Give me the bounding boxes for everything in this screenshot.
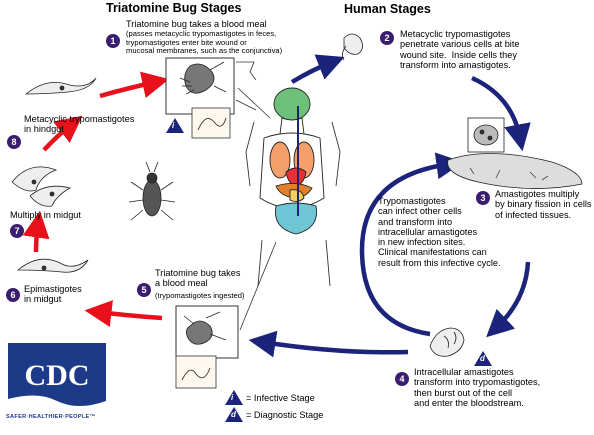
- step-8-text: Metacyclic trypomastigotes in hindgut: [24, 114, 135, 135]
- step-number-8: 8: [7, 135, 21, 149]
- step-5-detail: (trypomastigotes ingested): [155, 291, 245, 300]
- human-figure: [246, 88, 340, 286]
- step-1-detail: (passes metacyclic trypomastigotes in feces, trypomastigotes enter bite wound or mucosal membranes, such as the conjunctiva): [126, 29, 283, 55]
- cdc-logo-text: CDC: [24, 359, 90, 392]
- cdc-logo: [8, 343, 106, 415]
- trypomastigote-human-illustration: [342, 34, 362, 60]
- arrow-5-to-6: [98, 312, 162, 318]
- step-number-2: 2: [380, 31, 394, 45]
- step-number-5: 5: [137, 283, 151, 297]
- step-6-text: Epimastigotes in midgut: [24, 284, 82, 305]
- step-number-3: 3: [476, 191, 490, 205]
- midgut-multiply-illustration: [12, 167, 70, 206]
- arrow-6-to-7: [36, 224, 38, 252]
- header-bug-stages: Triatomine Bug Stages: [106, 1, 242, 15]
- arrow-1-to-8: [100, 82, 156, 96]
- legend-diagnostic-label: = Diagnostic Stage: [246, 410, 324, 420]
- diagnostic-stage-marker: d: [474, 351, 492, 366]
- epimastigote-illustration: [18, 259, 88, 272]
- header-human-stages: Human Stages: [344, 2, 431, 16]
- step-7-text: Multiply in midgut: [10, 210, 81, 220]
- step-3-text: Amastigotes multiply by binary fission in cells of infected tissues.: [495, 189, 592, 220]
- legend-infective-label: = Infective Stage: [246, 393, 315, 403]
- step-number-1: 1: [106, 34, 120, 48]
- step-number-7: 7: [10, 224, 24, 238]
- bloodstream-trypomastigote-illustration: [430, 328, 464, 356]
- infective-stage-marker: i: [166, 118, 184, 133]
- step5-parasite-box: [176, 356, 216, 388]
- arrow-1-to-2: [292, 62, 332, 82]
- legend-infective-icon: i: [225, 390, 243, 405]
- step-number-6: 6: [6, 288, 20, 302]
- amastigote-cell-illustration: [448, 118, 582, 189]
- step-1-title: Triatomine bug takes a blood meal: [126, 19, 267, 29]
- arrow-3-to-4: [496, 262, 528, 328]
- step-2-text: Metacyclic trypomastigotes penetrate various cells at bite wound site. Inside cells they transform into amastigotes.: [400, 29, 520, 70]
- step-4-text: Intracellular amastigotes transform into trypomastigotes, then burst out of the cell and enter the bloodstream.: [414, 367, 541, 408]
- triatomine-bug-illustration: [129, 162, 175, 220]
- arrow-4-to-5: [262, 342, 408, 352]
- cdc-tagline: SAFER·HEALTHIER·PEOPLE™: [6, 414, 96, 420]
- legend-diagnostic-icon: d: [225, 407, 243, 422]
- metacyclic-trypomastigote-illustration: [26, 78, 96, 94]
- step-number-4: 4: [395, 372, 409, 386]
- step-5-title: Triatomine bug takes a blood meal: [155, 268, 241, 289]
- center-cycle-text: Trypomastigotes can infect other cells and transform into intracellular amastigotes in new infection sites. Clinical manifestations can result from this infective cycle.: [378, 196, 501, 268]
